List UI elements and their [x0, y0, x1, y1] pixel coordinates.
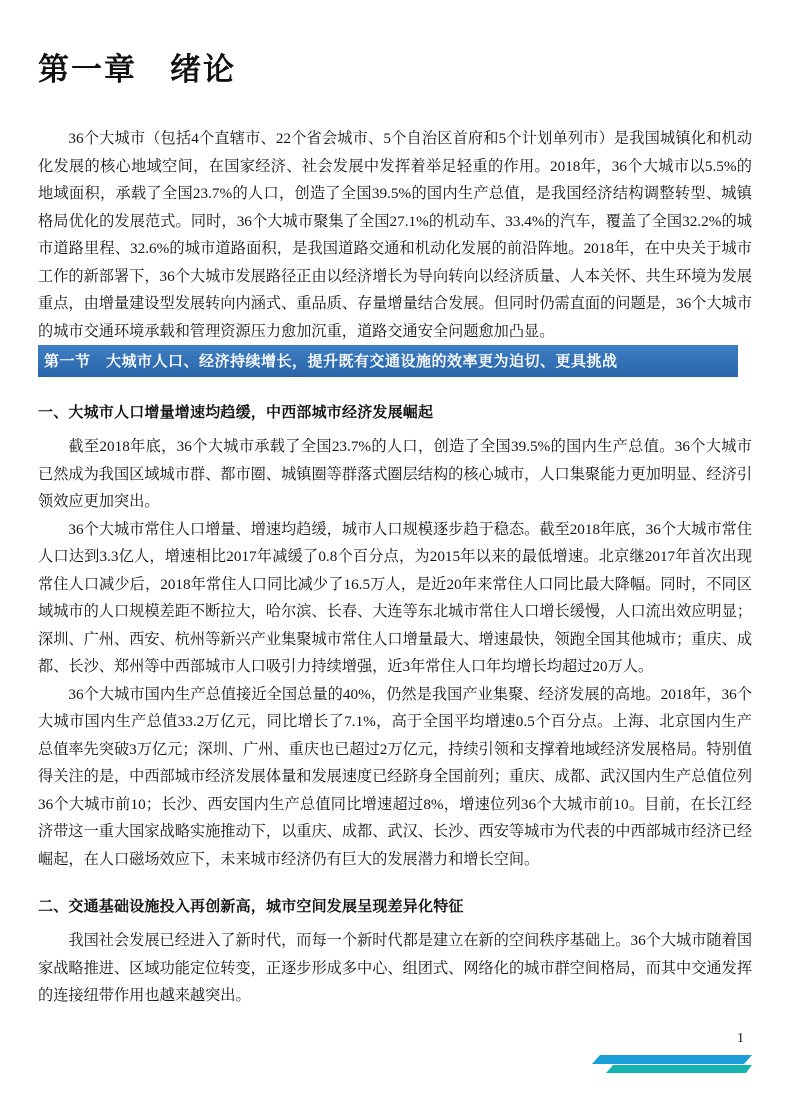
subsection-two-paragraph-1: 我国社会发展已经进入了新时代，而每一个新时代都是建立在新的空间秩序基础上。36个大城市随着国家战略推进、区域功能定位转变，正逐步形成多中心、组团式、网络化的城市群空间格局，而其中交通发挥的连接纽带作用也越来越突出。 [38, 932, 752, 1004]
subsection-one-paragraph-3: 36个大城市国内生产总值接近全国总量的40%，仍然是我国产业集聚、经济发展的高地。2018年，36个大城市国内生产总值33.2万亿元，同比增长了7.1%，高于全国平均增速0.5个百分点。上海、北京国内生产总值率先突破3万亿元；深圳、广州、重庆也已超过2万亿元，持续引领和支撑着地域经济发展格局。特别值得关注的是，中西部城市经济发展体量和发展速度已经跻身全国前列；重庆、成都、武汉国内生产总值位列36个大城市前10；长沙、西安国内生产总值同比增速超过8%，增速位列36个大城市前10。目前，在长江经济带这一重大国家战略实施推动下，以重庆、成都、武汉、长沙、西安等城市为代表的中西部城市经济已经崛起，在人口磁场效应下，未来城市经济仍有巨大的发展潜力和增长空间。 [38, 685, 752, 868]
ribbon-bar-top [592, 1055, 752, 1064]
chapter-title: 第一章 绪论 [38, 52, 236, 88]
document-body [38, 125, 752, 1028]
ribbon-bar-bottom [606, 1065, 752, 1073]
subsection-one-paragraph-2: 36个大城市常住人口增量、增速均趋缓，城市人口规模逐步趋于稳态。截至2018年底，36个大城市常住人口达到3.3亿人，增速相比2017年减缓了0.8个百分点，为2015年以来的最低增速。北京继2017年首次出现常住人口减少后，2018年常住人口同比减少了16.5万人，是近20年来常住人口同比最大降幅。同时，不同区域城市的人口规模差距不断拉大，哈尔滨、长春、大连等东北城市常住人口增长缓慢，人口流出效应明显；深圳、广州、西安、杭州等新兴产业集聚城市常住人口增量最大、增速最快，领跑全国其他城市；重庆、成都、长沙、郑州等中西部城市人口吸引力持续增强，近3年常住人口年均增长均超过20万人。 [38, 520, 752, 675]
intro-paragraph: 36个大城市（包括4个直辖市、22个省会城市、5个自治区首府和5个计划单列市）是我国城镇化和机动化发展的核心地域空间，在国家经济、社会发展中发挥着举足轻重的作用。2018年，36个大城市以5.5%的地域面积，承载了全国23.7%的人口，创造了全国39.5%的国内生产总值，是我国经济结构调整转型、城镇格局优化的发展范式。同时，36个大城市聚集了全国27.1%的机动车、33.4%的汽车，覆盖了全国32.2%的城市道路里程、32.6%的城市道路面积，是我国道路交通和机动化发展的前沿阵地。2018年，在中央关于城市工作的新部署下，36个大城市发展路径正由以经济增长为导向转向以经济质量、人本关怀、共生环境为发展重点，由增量建设型发展转向内涵式、重品质、存量增量结合发展。但同时仍需直面的问题是，36个大城市的城市交通环境承载和管理资源压力愈加沉重，道路交通安全问题愈加凸显。 [38, 130, 752, 340]
subsection-two-heading: 二、交通基础设施投入再创新高，城市空间发展呈现差异化特征 [38, 897, 464, 915]
subsection-one [38, 401, 752, 873]
subsection-two [38, 895, 752, 1010]
section-heading-bar: 第一节 大城市人口、经济持续增长，提升既有交通设施的效率更为迫切、更具挑战 [38, 345, 738, 377]
subsection-one-paragraph-1: 截至2018年底，36个大城市承载了全国23.7%的人口，创造了全国39.5%的国内生产总值。36个大城市已然成为我国区域城市群、都市圈、城镇圈等群落式圈层结构的核心城市，人口集聚能力更加明显、经济引领效应更加突出。 [38, 438, 752, 510]
page-number: 1 [737, 1031, 744, 1046]
footer-ribbon-decoration [592, 1055, 752, 1075]
subsection-one-heading: 一、大城市人口增量增速均趋缓，中西部城市经济发展崛起 [38, 403, 434, 421]
